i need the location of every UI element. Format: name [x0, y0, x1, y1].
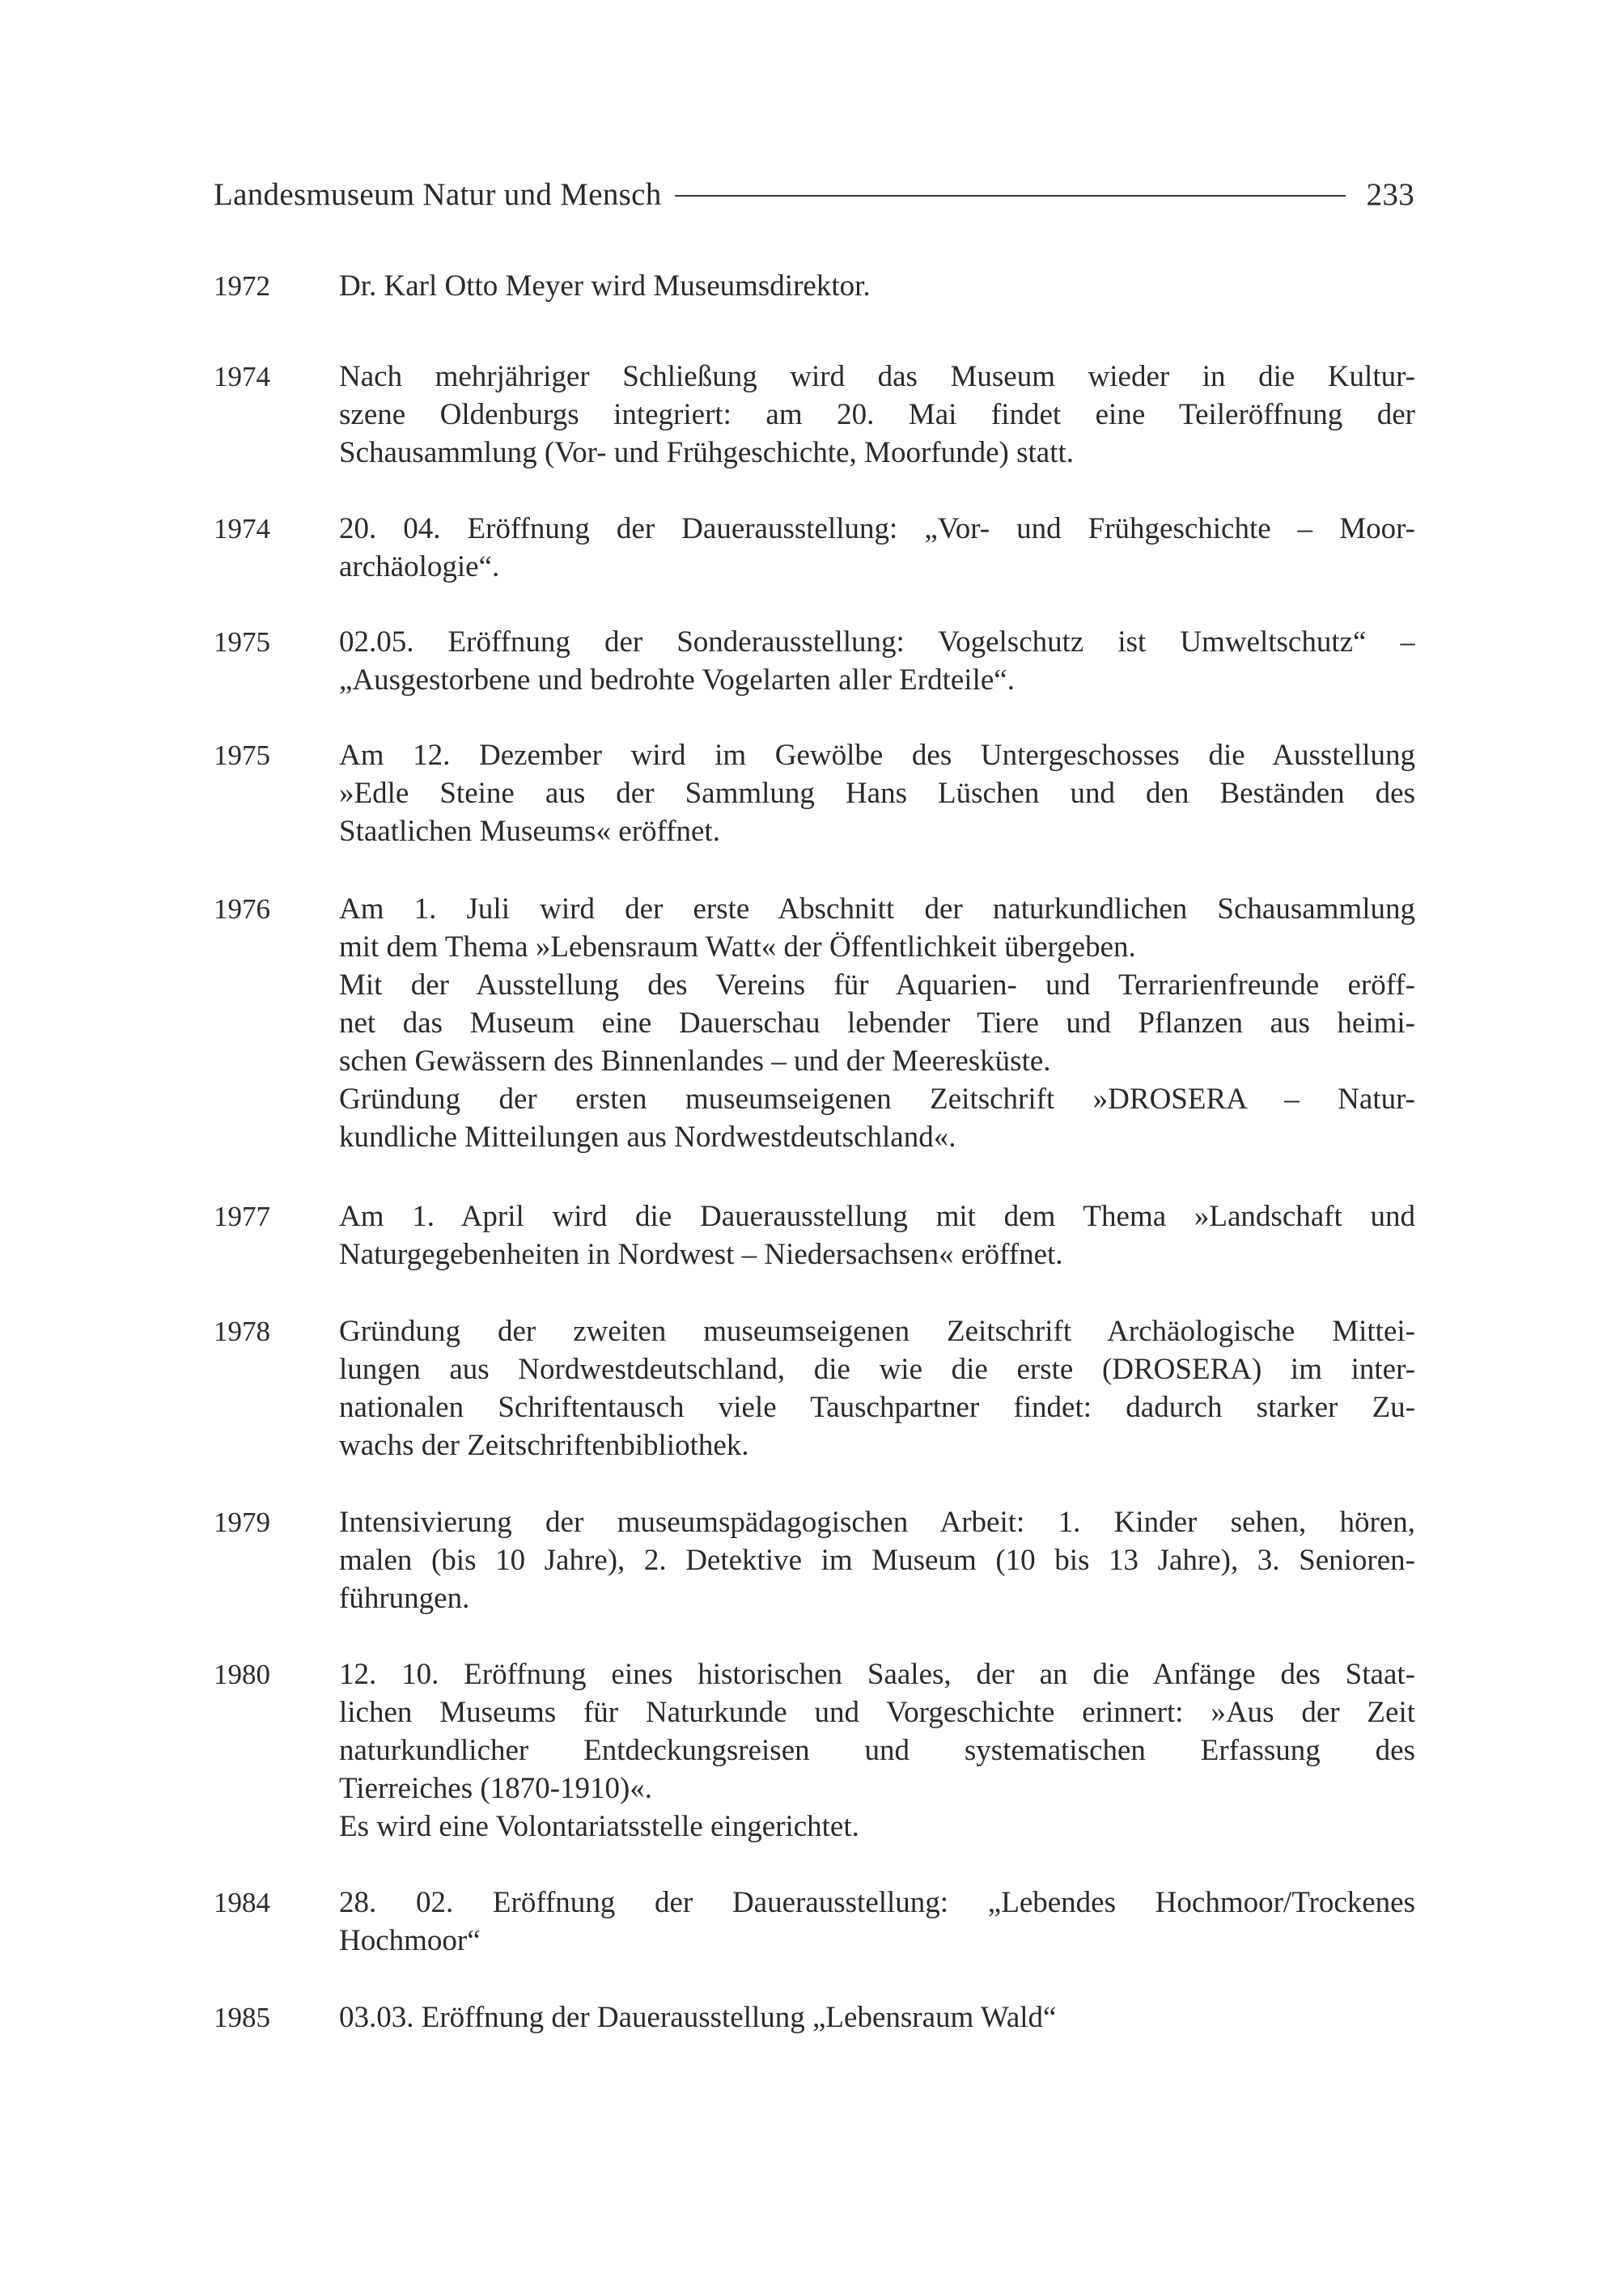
entry-line: net das Museum eine Dauerschau lebender Tiere und Pflanzen aus heimi- — [339, 1007, 1415, 1040]
entry-year: 1972 — [214, 270, 270, 302]
entry-text — [339, 267, 1415, 305]
entry-year: 1976 — [214, 893, 270, 925]
entry-line: »Edle Steine aus der Sammlung Hans Lüschen und den Beständen des — [339, 777, 1415, 810]
entry-text — [339, 1998, 1415, 2037]
entry-line: 02.05. Eröffnung der Sonderausstellung: Vogelschutz ist Umweltschutz“ – — [339, 625, 1415, 659]
entry-text — [339, 1655, 1415, 1846]
entry-line: lichen Museums für Naturkunde und Vorgeschichte erinnert: »Aus der Zeit — [339, 1696, 1415, 1729]
entry-line: Nach mehrjähriger Schließung wird das Museum wieder in die Kultur- — [339, 360, 1415, 393]
entry-line: 28. 02. Eröffnung der Dauerausstellung: „Lebendes Hochmoor/Trockenes — [339, 1886, 1415, 1919]
entry-line: Mit der Ausstellung des Vereins für Aquarien- und Terrarienfreunde eröff- — [339, 968, 1415, 1002]
running-head — [214, 170, 1414, 218]
entry-year: 1975 — [214, 626, 270, 658]
entry-line: Naturgegebenheiten in Nordwest – Niedersachsen« eröffnet. — [339, 1238, 1063, 1271]
entry-text — [339, 1312, 1415, 1464]
entry-year: 1979 — [214, 1507, 270, 1538]
running-head-title: Landesmuseum Natur und Mensch — [214, 176, 662, 212]
entry-line: schen Gewässern des Binnenlandes – und der Meeresküste. — [339, 1045, 1051, 1078]
entry-line: 20. 04. Eröffnung der Dauerausstellung: „Vor- und Frühgeschichte – Moor- — [339, 512, 1415, 545]
entry-year: 1977 — [214, 1201, 270, 1232]
entry-text — [339, 1503, 1415, 1617]
entry-year: 1974 — [214, 361, 270, 392]
entry-year: 1975 — [214, 740, 270, 771]
entry-line: Hochmoor“ — [339, 1924, 481, 1957]
entry-text — [339, 1197, 1415, 1274]
entry-line: Intensivierung der museumspädagogischen Arbeit: 1. Kinder sehen, hören, — [339, 1506, 1415, 1539]
entry-line: archäologie“. — [339, 550, 500, 583]
entry-text — [339, 1884, 1415, 1960]
entry-text — [339, 623, 1415, 699]
entry-line: Gründung der zweiten museumseigenen Zeitschrift Archäologische Mittei- — [339, 1315, 1415, 1348]
entry-line: mit dem Thema »Lebensraum Watt« der Öffentlichkeit übergeben. — [339, 930, 1136, 964]
entry-year: 1985 — [214, 2002, 270, 2033]
entry-year: 1984 — [214, 1887, 270, 1918]
entry-line: Tierreiches (1870-1910)«. — [339, 1772, 653, 1805]
entry-line: Am 12. Dezember wird im Gewölbe des Untergeschosses die Ausstellung — [339, 739, 1415, 772]
entry-line: malen (bis 10 Jahre), 2. Detektive im Museum (10 bis 13 Jahre), 3. Senioren- — [339, 1544, 1415, 1577]
entry-year: 1978 — [214, 1316, 270, 1347]
entry-line: „Ausgestorbene und bedrohte Vogelarten aller Erdteile“. — [339, 663, 1015, 697]
entry-text — [339, 890, 1415, 1156]
entry-year: 1980 — [214, 1659, 270, 1690]
entry-line: nationalen Schriftentausch viele Tauschpartner findet: dadurch starker Zu- — [339, 1391, 1415, 1424]
entry-line: Am 1. Juli wird der erste Abschnitt der naturkundlichen Schausammlung — [339, 892, 1415, 926]
entry-line: Am 1. April wird die Dauerausstellung mit dem Thema »Landschaft und — [339, 1200, 1415, 1233]
entry-line: Staatlichen Museums« eröffnet. — [339, 815, 720, 848]
entry-line: Dr. Karl Otto Meyer wird Museumsdirektor. — [339, 269, 871, 303]
entry-year: 1974 — [214, 513, 270, 545]
entry-line: wachs der Zeitschriftenbibliothek. — [339, 1429, 749, 1462]
entry-line: führungen. — [339, 1582, 470, 1615]
entry-line: Schausammlung (Vor- und Frühgeschichte, Moorfunde) statt. — [339, 436, 1074, 469]
page-number: 233 — [1366, 176, 1414, 212]
entry-text — [339, 736, 1415, 850]
entry-line: szene Oldenburgs integriert: am 20. Mai findet eine Teileröffnung der — [339, 398, 1415, 431]
entry-line: Es wird eine Volontariatsstelle eingerichtet. — [339, 1810, 859, 1843]
entry-line: kundliche Mitteilungen aus Nordwestdeutschland«. — [339, 1121, 956, 1154]
entry-text — [339, 358, 1415, 472]
entry-line: 12. 10. Eröffnung eines historischen Saales, der an die Anfänge des Staat- — [339, 1658, 1415, 1691]
entry-text — [339, 510, 1415, 586]
entry-line: lungen aus Nordwestdeutschland, die wie die erste (DROSERA) im inter- — [339, 1353, 1415, 1386]
entry-line: naturkundlicher Entdeckungsreisen und systematischen Erfassung des — [339, 1734, 1415, 1767]
running-head-rule — [675, 195, 1346, 197]
entry-line: Gründung der ersten museumseigenen Zeitschrift »DROSERA – Natur- — [339, 1083, 1415, 1116]
entry-line: 03.03. Eröffnung der Dauerausstellung „Lebensraum Wald“ — [339, 2001, 1057, 2034]
